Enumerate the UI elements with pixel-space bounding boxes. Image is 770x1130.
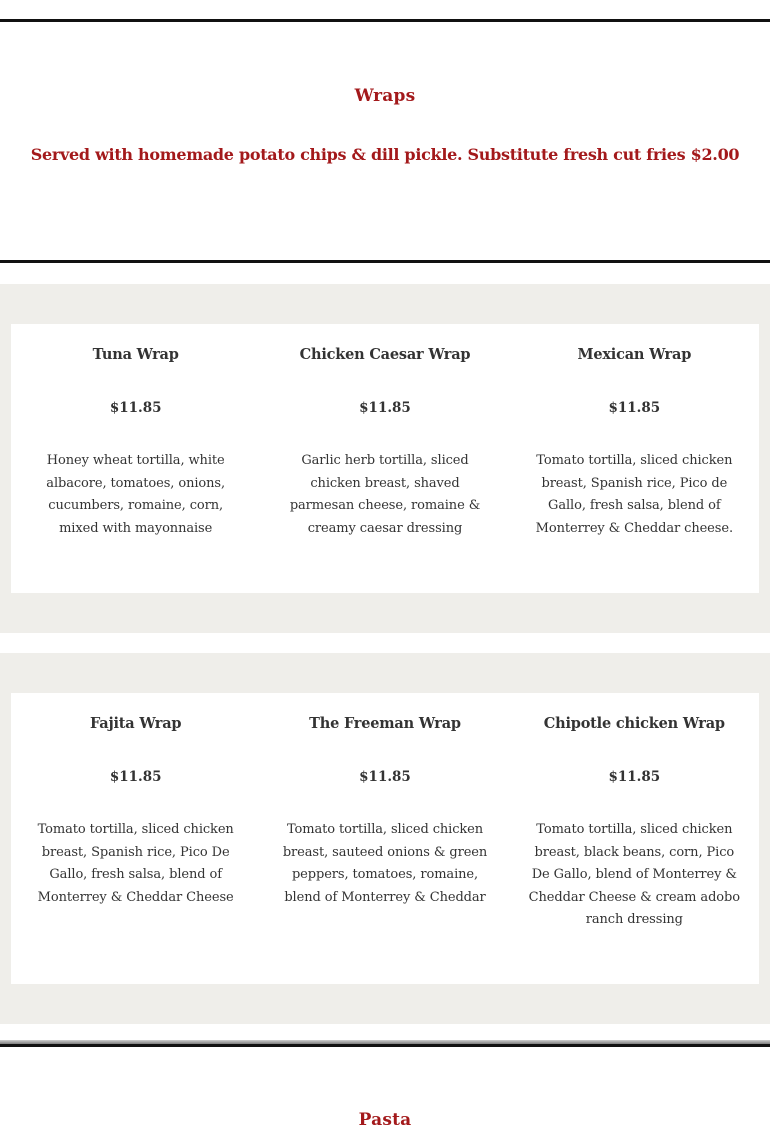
menu-item-mexican-wrap: [510, 324, 759, 593]
menu-item-name: Chipotle chicken Wrap: [543, 715, 725, 732]
menu-item-description: Honey wheat tortilla, white albacore, tomatoes, onions, cucumbers, romaine, corn, mixed with mayonnaise: [46, 453, 226, 536]
menu-item-freeman-wrap: [260, 693, 509, 984]
menu-item-description: Tomato tortilla, sliced chicken breast, Spanish rice, Pico De Gallo, fresh salsa, blend of Monterrey & Cheddar Cheese: [37, 822, 234, 905]
menu-item-fajita-wrap: [11, 693, 260, 984]
menu-item-description: Tomato tortilla, sliced chicken breast, sauteed onions & green peppers, tomatoes, romaine, blend of Monterrey & Cheddar: [282, 822, 488, 905]
menu-item-chicken-caesar-wrap: [260, 324, 509, 593]
menu-item-description: Garlic herb tortilla, sliced chicken breast, shaved parmesan cheese, romaine & creamy caesar dressing: [289, 453, 481, 536]
section-divider: [0, 260, 770, 263]
menu-row-1: [0, 284, 770, 633]
menu-item-name: Tuna Wrap: [92, 346, 179, 363]
menu-item-price: $11.85: [109, 769, 162, 785]
pasta-section-title: Pasta: [358, 1110, 412, 1130]
menu-item-price: $11.85: [359, 769, 411, 785]
bottom-divider: [0, 1044, 770, 1047]
menu-item-price: $11.85: [359, 400, 411, 416]
menu-item-tuna-wrap: [11, 324, 260, 593]
menu-card-row: [11, 693, 759, 984]
menu-item-description: Tomato tortilla, sliced chicken breast, Spanish rice, Pico de Gallo, fresh salsa, blend of Monterrey & Cheddar cheese.: [535, 453, 733, 536]
menu-item-name: Mexican Wrap: [577, 346, 692, 363]
menu-card-row: [11, 324, 759, 593]
wraps-section-subtitle: Served with homemade potato chips & dill pickle. Substitute fresh cut fries $2.00: [30, 145, 740, 164]
menu-item-name: Fajita Wrap: [89, 715, 182, 732]
menu-row-2: [0, 653, 770, 1024]
menu-item-price: $11.85: [109, 400, 162, 416]
wraps-section-title: Wraps: [354, 86, 416, 106]
menu-item-price: $11.85: [608, 769, 661, 785]
menu-item-price: $11.85: [608, 400, 661, 416]
menu-item-description: Tomato tortilla, sliced chicken breast, black beans, corn, Pico De Gallo, blend of Monterrey & Cheddar Cheese & cream adobo ranch dressing: [528, 822, 740, 927]
menu-item-name: Chicken Caesar Wrap: [299, 346, 471, 363]
menu-item-chipotle-chicken-wrap: [510, 693, 759, 984]
top-divider: [0, 19, 770, 22]
menu-item-name: The Freeman Wrap: [309, 715, 461, 732]
